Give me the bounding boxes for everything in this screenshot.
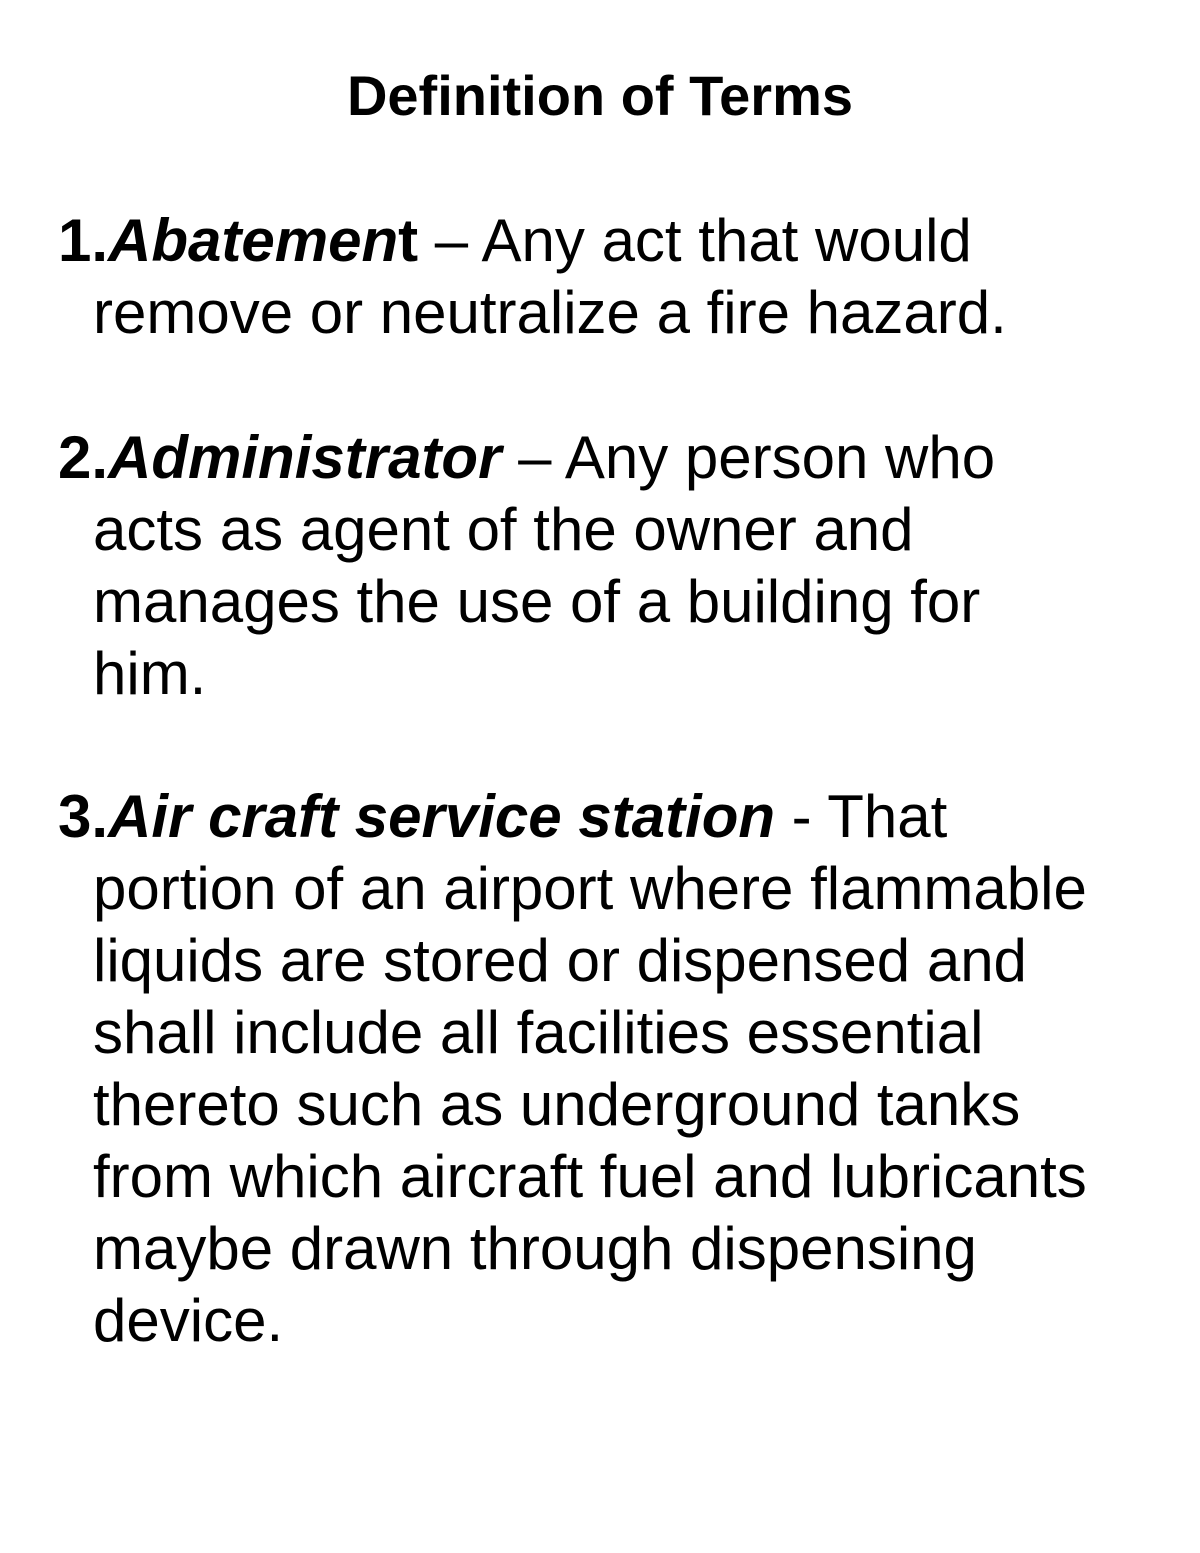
- term-definition-line: liquids are stored or dispensed and: [93, 927, 1027, 994]
- term-definition-line: thereto such as underground tanks: [93, 1071, 1021, 1138]
- term-name: Abatement: [108, 207, 419, 274]
- term-abatement: [58, 205, 1158, 349]
- term-number: 1.: [58, 207, 109, 274]
- term-aircraft-service-station: [58, 781, 1158, 1357]
- term-definition-line: manages the use of a building for: [93, 568, 981, 635]
- term-definition-start: - That: [775, 783, 948, 850]
- page-title: Definition of Terms: [346, 64, 854, 127]
- term-number: 2.: [58, 424, 109, 491]
- term-definition-line: shall include all facilities essential: [93, 999, 984, 1066]
- term-definition-start: – Any act that would: [418, 207, 972, 274]
- term-definition-line: him.: [93, 640, 207, 707]
- term-name: Administrator: [108, 424, 502, 491]
- term-first-line: [58, 781, 1158, 853]
- term-definition-line: from which aircraft fuel and lubricants: [93, 1143, 1087, 1210]
- term-definition-start: – Any person who: [501, 424, 996, 491]
- term-number: 3.: [58, 783, 109, 850]
- term-first-line: [58, 205, 1158, 277]
- term-definition-line: maybe drawn through dispensing: [93, 1215, 977, 1282]
- term-definition-line: remove or neutralize a fire hazard.: [93, 279, 1007, 346]
- term-definition-line: portion of an airport where flammable: [93, 855, 1087, 922]
- term-name-tail: t: [398, 207, 419, 274]
- term-administrator: [58, 422, 1158, 710]
- term-definition-line: acts as agent of the owner and: [93, 496, 914, 563]
- term-name: Air craft service station: [108, 783, 775, 850]
- term-definition-line: device.: [93, 1287, 284, 1354]
- term-first-line: [58, 422, 1158, 494]
